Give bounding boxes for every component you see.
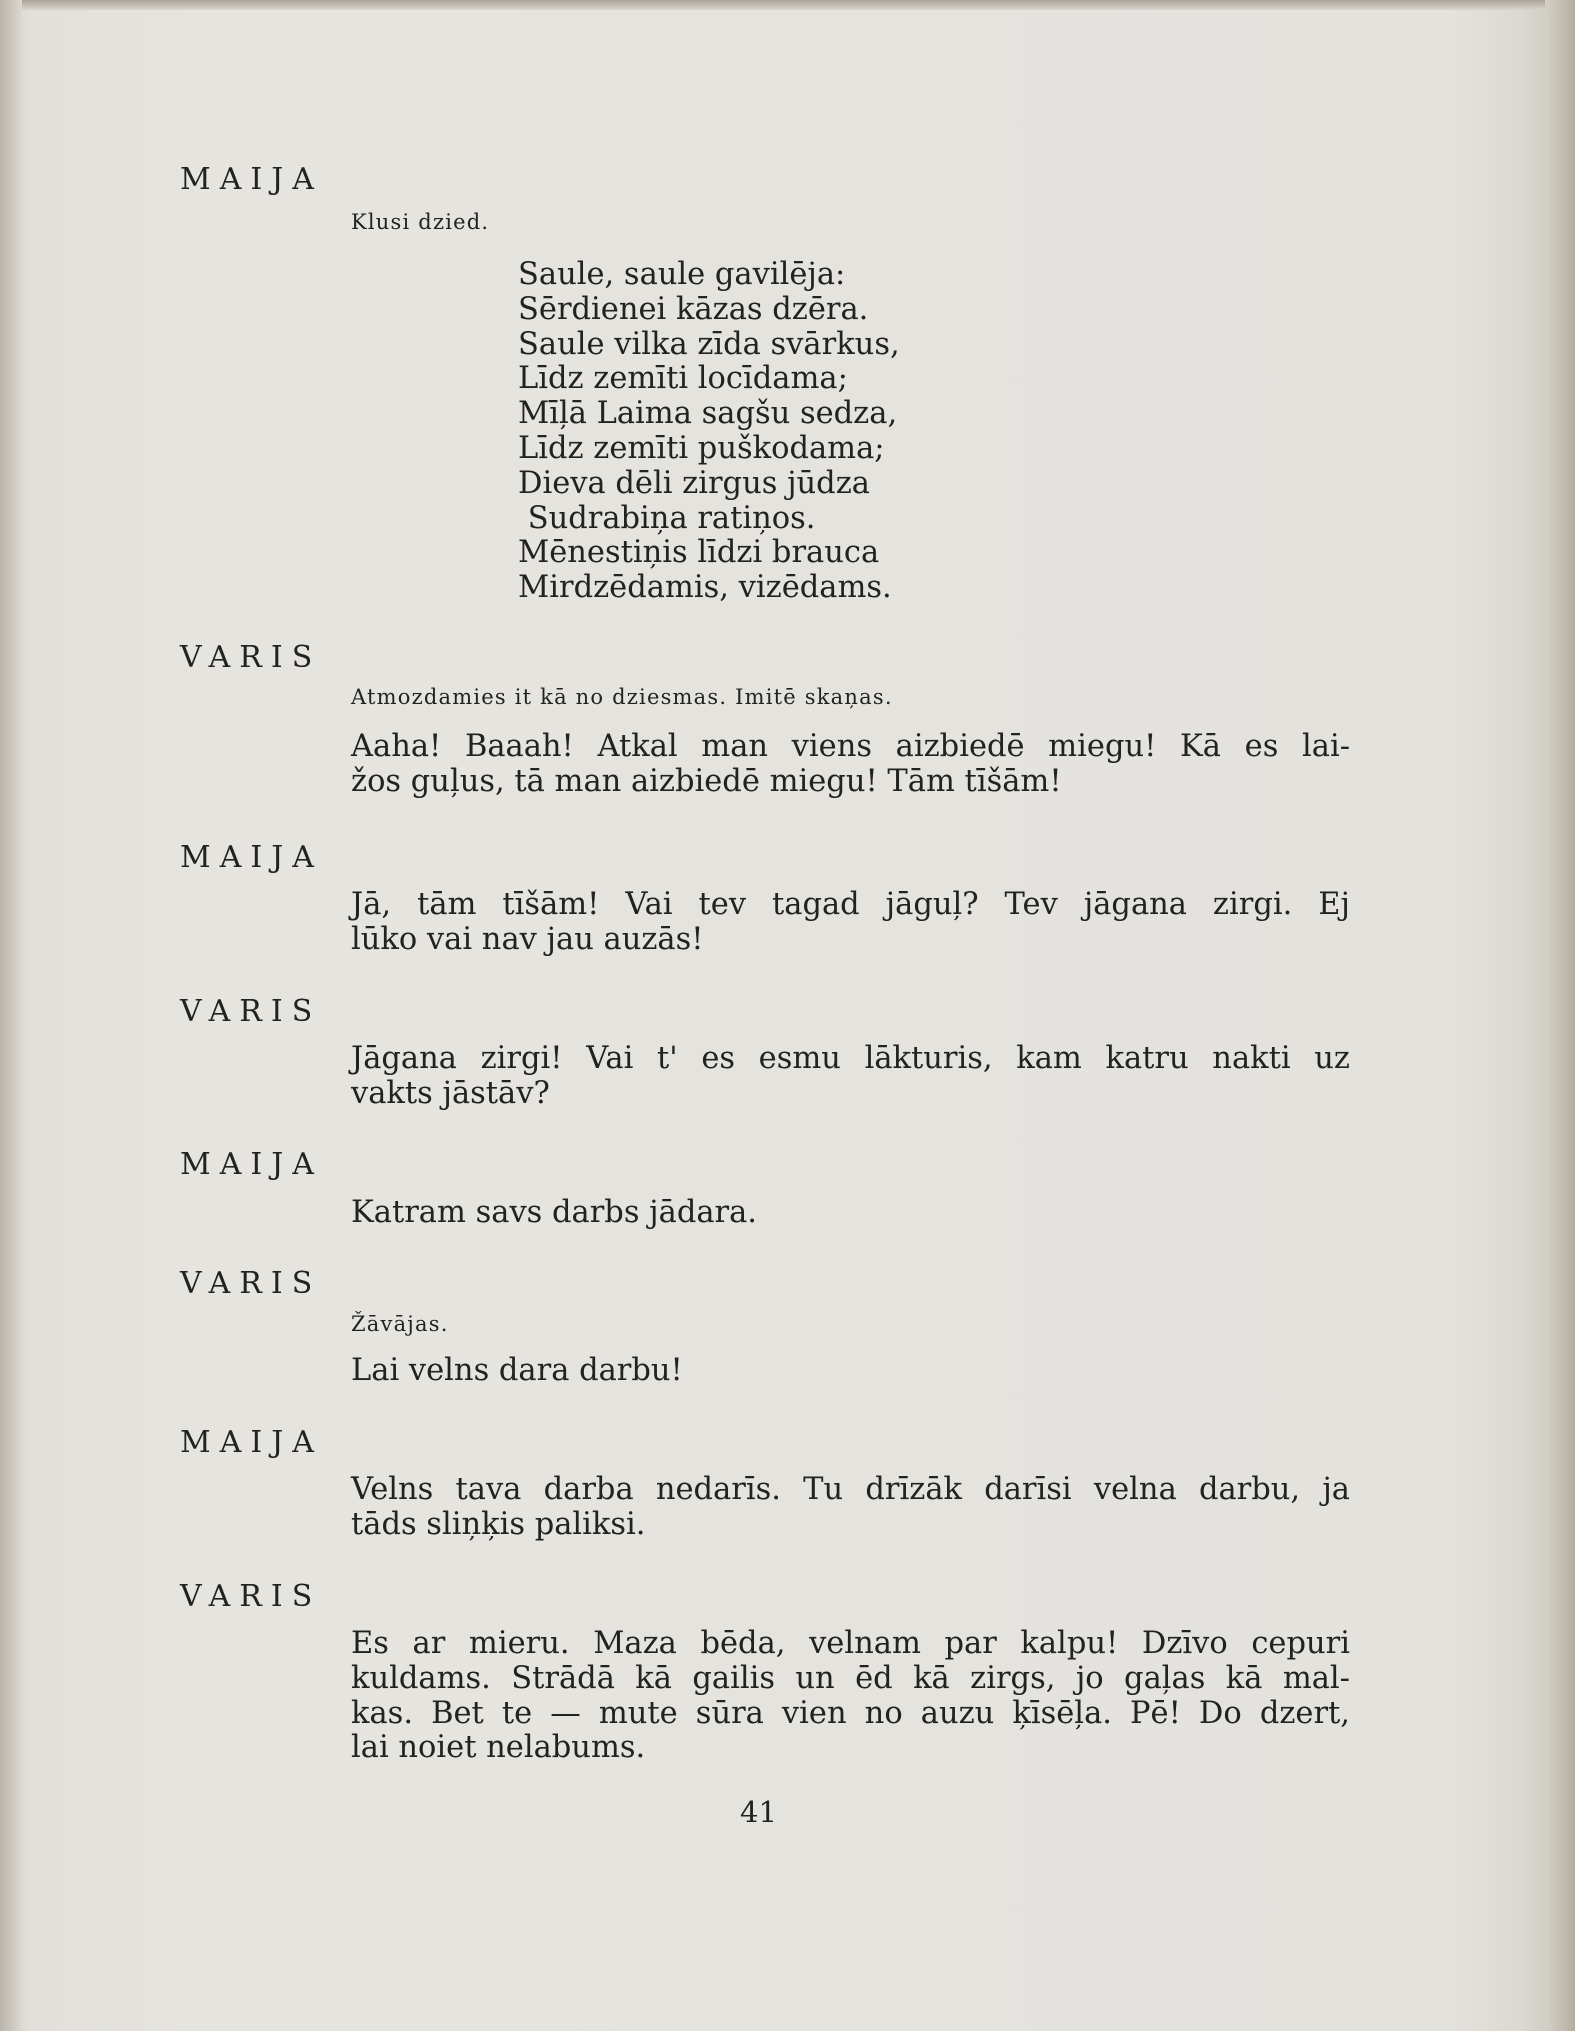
page-number: 41 xyxy=(740,1795,777,1829)
song-verse xyxy=(518,258,900,606)
speaker-name: MAIJA xyxy=(180,162,323,197)
dialogue-paragraph xyxy=(351,730,1350,800)
dialogue-line: Velns tava darba nedarīs. Tu drīzāk darīsi velna darbu, ja xyxy=(351,1472,1350,1507)
dialogue-paragraph xyxy=(351,1196,1350,1231)
dialogue-paragraph xyxy=(351,1473,1350,1543)
speaker-name: VARIS xyxy=(180,1579,322,1614)
verse-line: Sudrabiņa ratiņos. xyxy=(518,500,816,536)
dialogue-line: tāds sliņķis paliksi. xyxy=(351,1506,646,1542)
dialogue-line: Es ar mieru. Maza bēda, velnam par kalpu! Dzīvo cepuri xyxy=(351,1626,1350,1661)
dialogue-line: lai noiet nelabums. xyxy=(351,1730,646,1766)
verse-line: Mēnestiņis līdzi brauca xyxy=(518,535,880,571)
dialogue-line: žos guļus, tā man aizbiedē miegu! Tām tīšām! xyxy=(351,763,1062,799)
page-right-edge xyxy=(1545,0,1575,2031)
dialogue-line: Lai velns dara darbu! xyxy=(351,1353,683,1388)
dialogue-line: Jāgana zirgi! Vai t' es esmu lākturis, kam katru nakti uz xyxy=(351,1041,1350,1076)
speaker-name: MAIJA xyxy=(180,1147,323,1182)
stage-direction: Atmozdamies it kā no dziesmas. Imitē skaņas. xyxy=(351,685,893,709)
page-top-edge xyxy=(0,0,1575,10)
dialogue-line: vakts jāstāv? xyxy=(351,1075,550,1111)
speaker-name: MAIJA xyxy=(180,1425,323,1460)
speaker-name: VARIS xyxy=(180,1266,322,1301)
dialogue-paragraph xyxy=(351,1627,1350,1766)
stage-direction: Žāvājas. xyxy=(351,1312,449,1336)
dialogue-line: Jā, tām tīšām! Vai tev tagad jāguļ? Tev jāgana zirgi. Ej xyxy=(351,887,1350,922)
speaker-name: VARIS xyxy=(180,994,322,1029)
dialogue-line: Aaha! Baaah! Atkal man viens aizbiedē miegu! Kā es lai- xyxy=(351,729,1350,764)
dialogue-line: kas. Bet te — mute sūra vien no auzu ķīsēļa. Pē! Do dzert, xyxy=(351,1695,1350,1731)
dialogue-paragraph xyxy=(351,1354,1350,1389)
dialogue-paragraph xyxy=(351,888,1350,958)
dialogue-line: Katram savs darbs jādara. xyxy=(351,1195,757,1230)
verse-line: Saule, saule gavilēja: xyxy=(518,257,846,292)
stage-direction: Klusi dzied. xyxy=(351,210,490,234)
dialogue-line: kuldams. Strādā kā gailis un ēd kā zirgs, jo gaļas kā mal- xyxy=(351,1660,1350,1696)
verse-line: Dieva dēli zirgus jūdza xyxy=(518,465,870,501)
speaker-name: VARIS xyxy=(180,640,322,675)
verse-line: Līdz zemīti locīdama; xyxy=(518,361,848,397)
speaker-name: MAIJA xyxy=(180,840,323,875)
page-spine-shadow xyxy=(0,0,22,2031)
verse-line: Sērdienei kāzas dzēra. xyxy=(518,291,869,327)
dialogue-line: lūko vai nav jau auzās! xyxy=(351,921,704,957)
verse-line: Mirdzēdamis, vizēdams. xyxy=(518,570,892,606)
dialogue-paragraph xyxy=(351,1042,1350,1112)
verse-line: Saule vilka zīda svārkus, xyxy=(518,326,900,362)
verse-line: Mīļā Laima sagšu sedza, xyxy=(518,396,898,432)
verse-line: Līdz zemīti puškodama; xyxy=(518,430,885,466)
